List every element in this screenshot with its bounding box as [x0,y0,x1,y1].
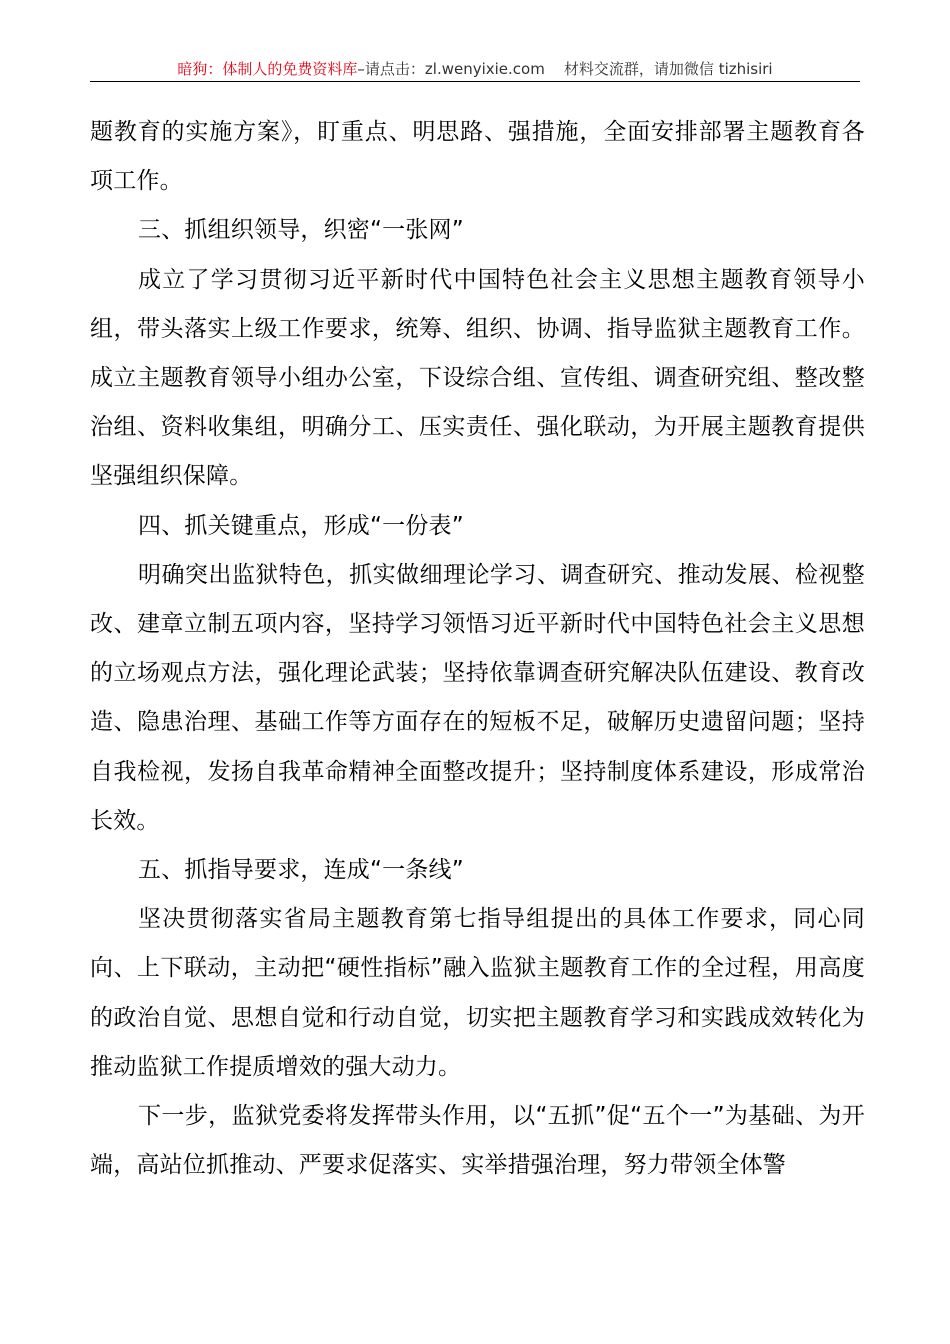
section-heading: 四、抓关键重点，形成“一份表” [138,512,464,539]
header-divider [90,81,860,82]
header-wechat: 材料交流群，请加微信 tizhisiri [563,60,773,78]
paragraph: 坚决贯彻落实省局主题教育第七指导组提出的具体工作要求，同心同向、上下联动，主动把“硬性指标”融入监狱主题教育工作的全过程，用高度的政治自觉、思想自觉和行动自觉，切实把主题教育学习和实践成效转化为推动监狱工作提质增效的强大动力。 [90,906,865,1080]
paragraph: 题教育的实施方案》，盯重点、明思路、强措施，全面安排部署主题教育各项工作。 [90,119,865,195]
page-header [90,58,860,80]
header-brand: 暗狗：体制人的免费资料库 [177,60,358,78]
section-heading: 五、抓指导要求，连成“一条线” [138,857,464,884]
paragraph: 成立了学习贯彻习近平新时代中国特色社会主义思想主题教育领导小组，带头落实上级工作要求，统筹、组织、协调、指导监狱主题教育工作。成立主题教育领导小组办公室，下设综合组、宣传组、调查研究组、整改整治组、资料收集组，明确分工、压实责任、强化联动，为开展主题教育提供坚强组织保障。 [90,266,865,490]
paragraph: 下一步，监狱党委将发挥带头作用，以“五抓”促“五个一”为基础、为开端，高站位抓推动、严要求促落实、实举措强治理，努力带领全体警 [90,1103,865,1179]
document-body [90,108,865,1190]
header-prompt: –请点击： [357,60,425,78]
section-heading: 三、抓组织领导，织密“一张网” [138,217,464,244]
header-site-link[interactable]: zl.wenyixie.com [424,60,545,78]
paragraph: 明确突出监狱特色，抓实做细理论学习、调查研究、推动发展、检视整改、建章立制五项内容，坚持学习领悟习近平新时代中国特色社会主义思想的立场观点方法，强化理论武装；坚持依靠调查研究解决队伍建设、教育改造、隐患治理、基础工作等方面存在的短板不足，破解历史遗留问题；坚持自我检视，发扬自我革命精神全面整改提升；坚持制度体系建设，形成常治长效。 [90,561,865,834]
